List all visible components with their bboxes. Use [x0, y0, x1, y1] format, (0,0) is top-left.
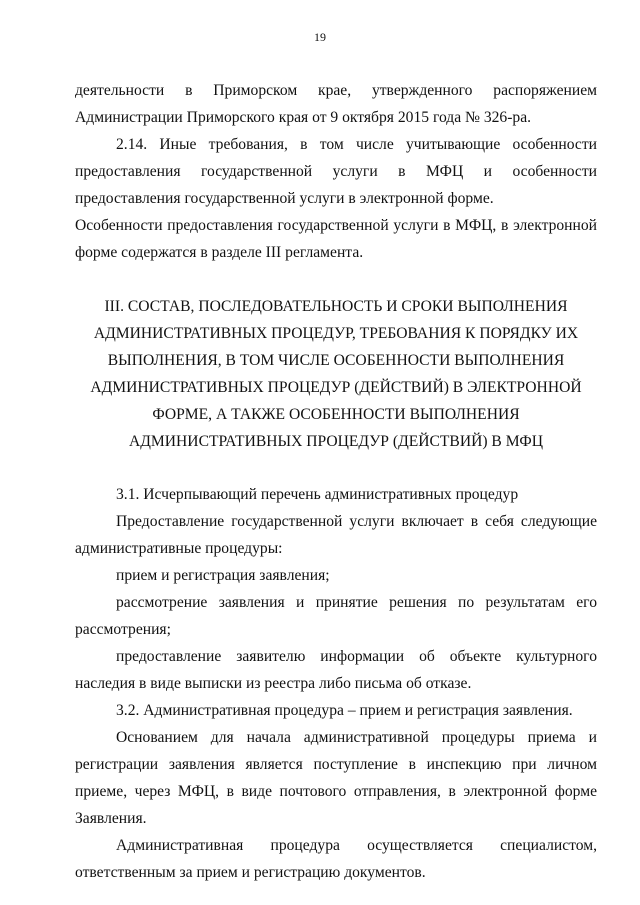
paragraph-grounds: Основанием для начала административной процедуры приема и регистрации заявления является поступление в инспекцию при личном приеме, через МФЦ, в виде почтового отправления, в электронной форме Заявления.: [75, 729, 597, 827]
paragraph-3-2: 3.2. Административная процедура – прием и регистрация заявления.: [116, 702, 573, 719]
list-item-reception: прием и регистрация заявления;: [116, 567, 330, 584]
paragraph-3-1: 3.1. Исчерпывающий перечень административных процедур: [116, 486, 519, 503]
section-heading: III. СОСТАВ, ПОСЛЕДОВАТЕЛЬНОСТЬ И СРОКИ ВЫПОЛНЕНИЯ АДМИНИСТРАТИВНЫХ ПРОЦЕДУР, ТРЕБОВАНИЯ К ПОРЯДКУ ИХ ВЫПОЛНЕНИЯ, В ТОМ ЧИСЛЕ ОСОБЕННОСТИ ВЫПОЛНЕНИЯ АДМИНИСТРАТИВНЫХ ПРОЦЕДУР (ДЕЙСТВИЙ) В ЭЛЕКТРОННОЙ ФОРМЕ, А ТАКЖЕ ОСОБЕННОСТИ ВЫПОЛНЕНИЯ АДМИНИСТРАТИВНЫХ ПРОЦЕДУР (ДЕЙСТВИЙ) В МФЦ: [90, 298, 582, 450]
page-number: 19: [314, 30, 326, 44]
paragraph-mfc-features: Особенности предоставления государственной услуги в МФЦ, в электронной форме содержатся в разделе III регламента.: [75, 217, 597, 261]
paragraph-specialist: Административная процедура осуществляется специалистом, ответственным за прием и регистрацию документов.: [75, 837, 597, 881]
list-item-information: предоставление заявителю информации об объекте культурного наследия в виде выписки из реестра либо письма об отказе.: [75, 648, 597, 692]
paragraph-2-14: 2.14. Иные требования, в том числе учитывающие особенности предоставления государственной услуги в МФЦ и особенности предоставления государственной услуги в электронной форме.: [75, 136, 597, 207]
paragraph-continuation: деятельности в Приморском крае, утвержденного распоряжением Администрации Приморского края от 9 октября 2015 года № 326-ра.: [75, 82, 597, 126]
list-item-review: рассмотрение заявления и принятие решения по результатам его рассмотрения;: [75, 594, 597, 638]
document-body: [75, 77, 597, 886]
paragraph-services-list-intro: Предоставление государственной услуги включает в себя следующие административные процедуры:: [75, 513, 597, 557]
